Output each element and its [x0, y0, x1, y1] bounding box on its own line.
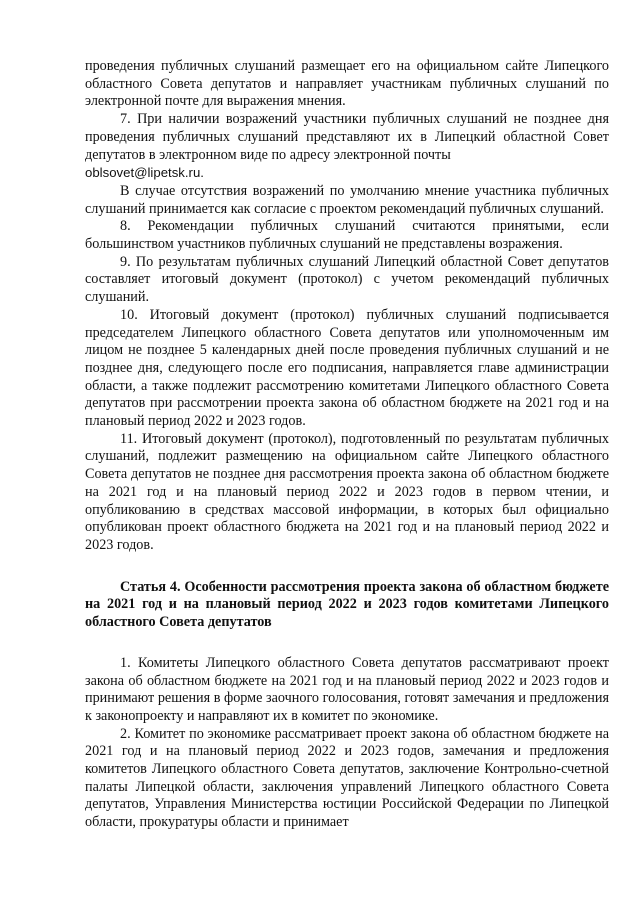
document-page [85, 58, 609, 832]
article-4-heading: Статья 4. Особенности рассмотрения проекта закона об областном бюджете на 2021 год и на плановый период 2022 и 2023 годов комитетами Липецкого областного Совета депутатов [85, 578, 609, 631]
article-4-paragraph-1: 1. Комитеты Липецкого областного Совета депутатов рассматривают проект закона об областном бюджете на 2021 год и на плановый период 2022 и 2023 годов и принимают решения в форме заочного голосования, готовят замечания и предложения к законопроекту и направляют их в комитет по экономике. [85, 654, 609, 724]
paragraph-continuation: проведения публичных слушаний размещает его на официальном сайте Липецкого областного Совета депутатов и направляет участникам публичных слушаний по электронной почте для выражения мнения. [85, 58, 609, 110]
paragraph-8: 8. Рекомендации публичных слушаний считаются принятыми, если большинством участников публичных слушаний не представлены возражения. [85, 218, 609, 253]
paragraph-7: 7. При наличии возражений участники публичных слушаний не позднее дня проведения публичных слушаний представляют их в Липецкий областной Совет депутатов в электронном виде по адресу электронной почты [85, 111, 609, 163]
email-line [85, 164, 609, 183]
article-4-paragraph-2: 2. Комитет по экономике рассматривает проект закона об областном бюджете на 2021 год и на плановый период 2022 и 2023 годов, замечания и предложения комитетов Липецкого областного Совета депутатов, заключение Контрольно-счетной палаты Липецкой области, заключения управлений Липецкого областного Совета депутатов, Управления Министерства юстиции Российской Федерации по Липецкой области, прокуратуры области и принимает [85, 725, 609, 831]
email-link[interactable]: oblsovet@lipetsk.ru. [85, 165, 204, 181]
paragraph-9: 9. По результатам публичных слушаний Липецкий областной Совет депутатов составляет итоговый документ (протокол) с учетом рекомендаций публичных слушаний. [85, 253, 609, 306]
paragraph-10: 10. Итоговый документ (протокол) публичных слушаний подписывается председателем Липецкого областного Совета депутатов или уполномоченным им лицом не позднее 5 календарных дней после проведения публичных слушаний и не позднее дня, следующего после его подписания, направляется главе администрации области, а также подлежит рассмотрению комитетами Липецкого областного Совета депутатов при рассмотрении проекта закона об областном бюджете на 2021 год и на плановый период 2022 и 2023 годов. [85, 306, 609, 430]
paragraph-default-consent: В случае отсутствия возражений по умолчанию мнение участника публичных слушаний принимается как согласие с проектом рекомендаций публичных слушаний. [85, 182, 609, 217]
paragraph-11: 11. Итоговый документ (протокол), подготовленный по результатам публичных слушаний, подлежит размещению на официальном сайте Липецкого областного Совета депутатов не позднее дня рассмотрения проекта закона об областном бюджете на 2021 год и на плановый период 2022 и 2023 годов в первом чтении, и опубликованию в средствах массовой информации, в которых был официально опубликован проект областного бюджета на 2021 год и на плановый период 2022 и 2023 годов. [85, 430, 609, 553]
